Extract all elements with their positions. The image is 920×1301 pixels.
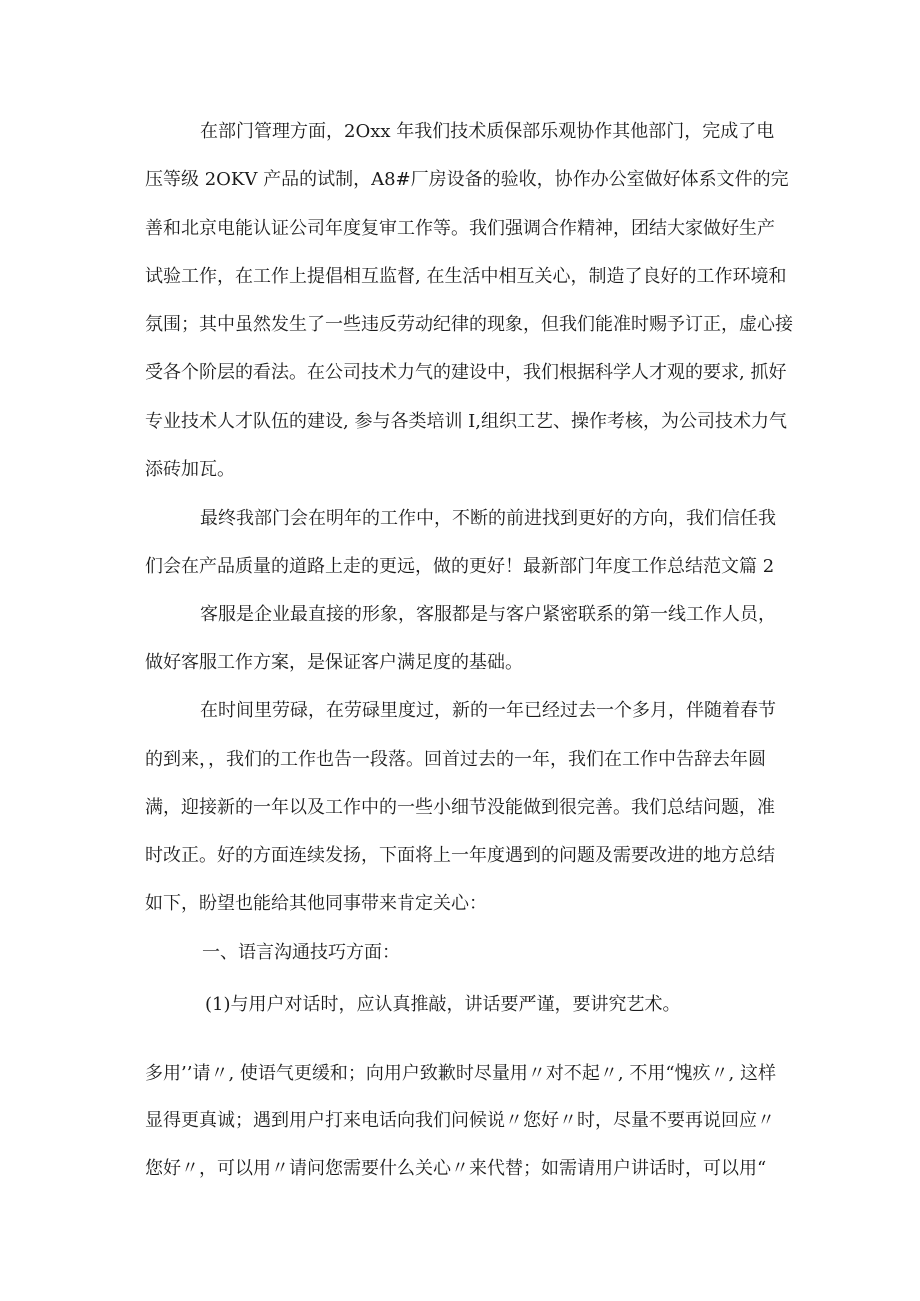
text-line: 善和北京电能认证公司年度复审工作等。我们强调合作精神，团结大家做好生产: [145, 218, 775, 239]
text-line: 氛围；其中虽然发生了一些违反劳动纪律的现象，但我们能准时赐予订正，虚心接: [145, 314, 793, 335]
text-line: 试验工作，在工作上提倡相互监督, 在生活中相互关心，制造了良好的工作环境和: [145, 266, 787, 287]
text-line: 添砖加瓦。: [145, 459, 235, 480]
text-line: 多用’’请〃, 使语气更缓和；向用户致歉时尽量用〃对不起〃, 不用“愧疚〃, 这样: [145, 1063, 776, 1084]
list-item-text: (1)与用户对话时，应认真推敲，讲话要严谨，要讲究艺术。: [205, 994, 681, 1015]
text-line: 在部门管理方面，2Oxx 年我们技术质保部乐观协作其他部门，完成了电: [200, 121, 775, 142]
text-line: 在时间里劳碌，在劳碌里度过，新的一年已经过去一个多月，伴随着春节: [200, 700, 776, 721]
text-line: 您好〃，可以用〃请问您需要什么关心〃来代替；如需请用户讲话时，可以用“: [145, 1158, 767, 1179]
text-line: 的到来，，我们的工作也告一段落。回首过去的一年，我们在工作中告辞去年圆: [145, 749, 766, 770]
section-heading-text: 一、语言沟通技巧方面：: [202, 942, 400, 963]
text-line: 客服是企业最直接的形象，客服都是与客户紧密联系的第一线工作人员，: [200, 604, 776, 625]
text-line: 专业技术人才队伍的建设, 参与各类培训 I,组织工艺、操作考核，为公司技术力气: [145, 411, 787, 432]
text-line: 满，迎接新的一年以及工作中的一些小细节没能做到很完善。我们总结问题，准: [145, 797, 775, 818]
text-line: 做好客服工作方案，是保证客户满足度的基础。: [145, 652, 523, 673]
text-line: 显得更真诚；遇到用户打来电话向我们问候说〃您好〃时，尽量不要再说回应〃: [145, 1110, 775, 1131]
text-line: 时改正。好的方面连续发扬，下面将上一年度遇到的问题及需要改进的地方总结: [145, 845, 775, 866]
text-line: 如下，盼望也能给其他同事带来肯定关心：: [145, 893, 487, 914]
text-line: 们会在产品质量的道路上走的更远，做的更好！最新部门年度工作总结范文篇 2: [145, 556, 775, 577]
text-line: 最终我部门会在明年的工作中，不断的前进找到更好的方向，我们信任我: [200, 508, 776, 529]
text-line: 受各个阶层的看法。在公司技术力气的建设中，我们根据科学人才观的要求, 抓好: [145, 362, 787, 383]
text-line: 压等级 2OKV 产品的试制，A8#厂房设备的验收，协作办公室做好体系文件的完: [145, 169, 789, 190]
